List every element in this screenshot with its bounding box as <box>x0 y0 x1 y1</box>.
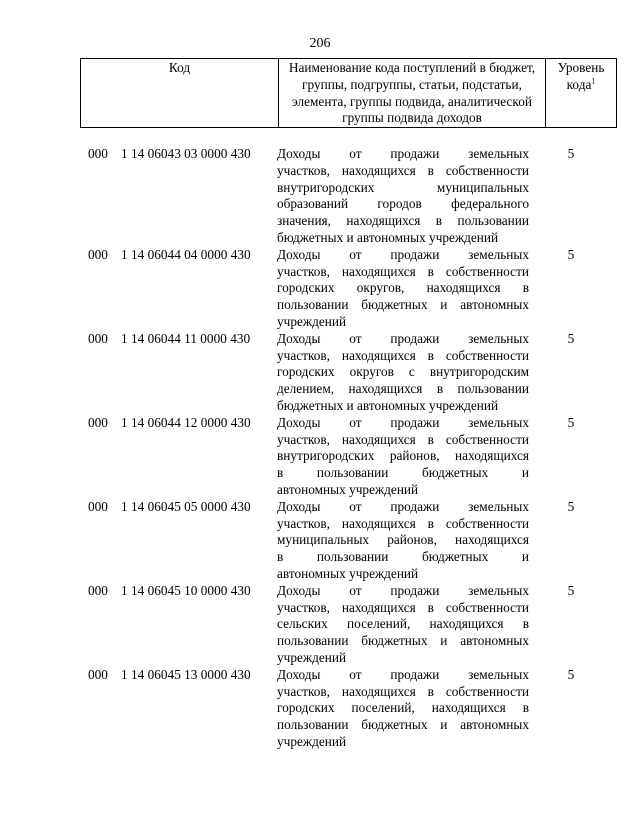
revenue-name-line: Доходы от продажи земельных <box>277 414 529 430</box>
revenue-code: 1 14 06045 05 0000 430 <box>121 498 251 514</box>
revenue-name <box>273 583 535 667</box>
admin-code: 000 <box>88 246 108 262</box>
table-row <box>80 667 607 751</box>
revenue-name <box>273 499 535 583</box>
admin-code: 000 <box>88 666 108 682</box>
revenue-name-line: бюджетных и автономных учреждений <box>277 397 499 413</box>
revenue-name-line: в пользовании бюджетных и <box>277 465 529 481</box>
code-level: 5 <box>567 246 575 262</box>
revenue-name-line: Доходы от продажи земельных <box>277 330 529 346</box>
revenue-code: 1 14 06045 13 0000 430 <box>121 666 251 682</box>
revenue-name-line: Доходы от продажи земельных <box>277 246 529 262</box>
revenue-name-line: сельских поселений, находящихся в <box>277 616 529 632</box>
page-number: 206 <box>309 36 331 51</box>
admin-code: 000 <box>88 330 108 346</box>
header-code <box>81 59 279 128</box>
revenue-name-line: городских округов, находящихся в <box>277 280 529 296</box>
revenue-name-line: бюджетных и автономных учреждений <box>277 229 499 245</box>
header-name <box>279 59 546 128</box>
footnote-marker: 1 <box>591 76 596 86</box>
header-level-label: Уровень кода <box>557 60 605 92</box>
revenue-name-line: Доходы от продажи земельных <box>277 146 529 161</box>
header-code-label: Код <box>168 60 191 75</box>
revenue-name-line: участков, находящихся в собственности <box>277 683 529 699</box>
table-row <box>80 583 607 667</box>
code-level: 5 <box>567 666 575 682</box>
revenue-name <box>273 415 535 499</box>
header-level <box>546 59 617 128</box>
table-header <box>80 58 617 128</box>
code-level: 5 <box>567 498 575 514</box>
code-level: 5 <box>567 414 575 430</box>
table-body <box>80 146 607 751</box>
revenue-code: 1 14 06044 04 0000 430 <box>121 246 251 262</box>
revenue-name-line: пользовании бюджетных и автономных <box>277 633 529 649</box>
revenue-name-line: значения, находящихся в пользовании <box>277 213 529 229</box>
table-row <box>80 499 607 583</box>
revenue-name-line: участков, находящихся в собственности <box>277 515 529 531</box>
revenue-name-line: участков, находящихся в собственности <box>277 431 529 447</box>
admin-code: 000 <box>88 146 108 161</box>
revenue-name <box>273 146 535 247</box>
revenue-name-line: учреждений <box>277 649 347 665</box>
header-name-label: Наименование кода поступлений в бюджет, группы, подгруппы, статьи, подстатьи, элемента, группы подвида, аналитической группы подвида доходов <box>288 60 536 126</box>
revenue-name-line: участков, находящихся в собственности <box>277 347 529 363</box>
revenue-name-line: пользовании бюджетных и автономных <box>277 297 529 313</box>
revenue-code: 1 14 06044 11 0000 430 <box>121 330 251 346</box>
revenue-name-line: участков, находящихся в собственности <box>277 162 529 178</box>
revenue-code: 1 14 06044 12 0000 430 <box>121 414 251 430</box>
table-row <box>80 247 607 331</box>
revenue-name <box>273 667 535 751</box>
table-row <box>80 331 607 415</box>
revenue-name-line: Доходы от продажи земельных <box>277 498 529 514</box>
revenue-name <box>273 247 535 331</box>
revenue-name-line: в пользовании бюджетных и <box>277 549 529 565</box>
revenue-name-line: муниципальных районов, находящихся <box>277 532 529 548</box>
code-level: 5 <box>567 330 575 346</box>
revenue-name-line: участков, находящихся в собственности <box>277 599 529 615</box>
revenue-name-line: учреждений <box>277 313 347 329</box>
revenue-name-line: учреждений <box>277 733 347 749</box>
revenue-name-line: Доходы от продажи земельных <box>277 666 529 682</box>
revenue-code: 1 14 06045 10 0000 430 <box>121 582 251 598</box>
code-level: 5 <box>567 582 575 598</box>
revenue-name <box>273 331 535 415</box>
revenue-name-line: пользовании бюджетных и автономных <box>277 717 529 733</box>
revenue-name-line: городских округов с внутригородским <box>277 364 529 380</box>
table-row <box>80 415 607 499</box>
revenue-name-line: делением, находящихся в пользовании <box>277 381 529 397</box>
revenue-name-line: внутригородских районов, находящихся <box>277 448 529 464</box>
revenue-name-line: автономных учреждений <box>277 481 419 497</box>
revenue-name-line: автономных учреждений <box>277 565 419 581</box>
revenue-name-line: участков, находящихся в собственности <box>277 263 529 279</box>
revenue-name-line: образований городов федерального <box>277 196 529 212</box>
admin-code: 000 <box>88 498 108 514</box>
admin-code: 000 <box>88 582 108 598</box>
revenue-name-line: внутригородских муниципальных <box>277 179 529 195</box>
revenue-name-line: городских поселений, находящихся в <box>277 700 529 716</box>
revenue-name-line: Доходы от продажи земельных <box>277 582 529 598</box>
admin-code: 000 <box>88 414 108 430</box>
revenue-code: 1 14 06043 03 0000 430 <box>121 146 251 161</box>
table-row <box>80 146 607 247</box>
code-level: 5 <box>567 146 575 161</box>
